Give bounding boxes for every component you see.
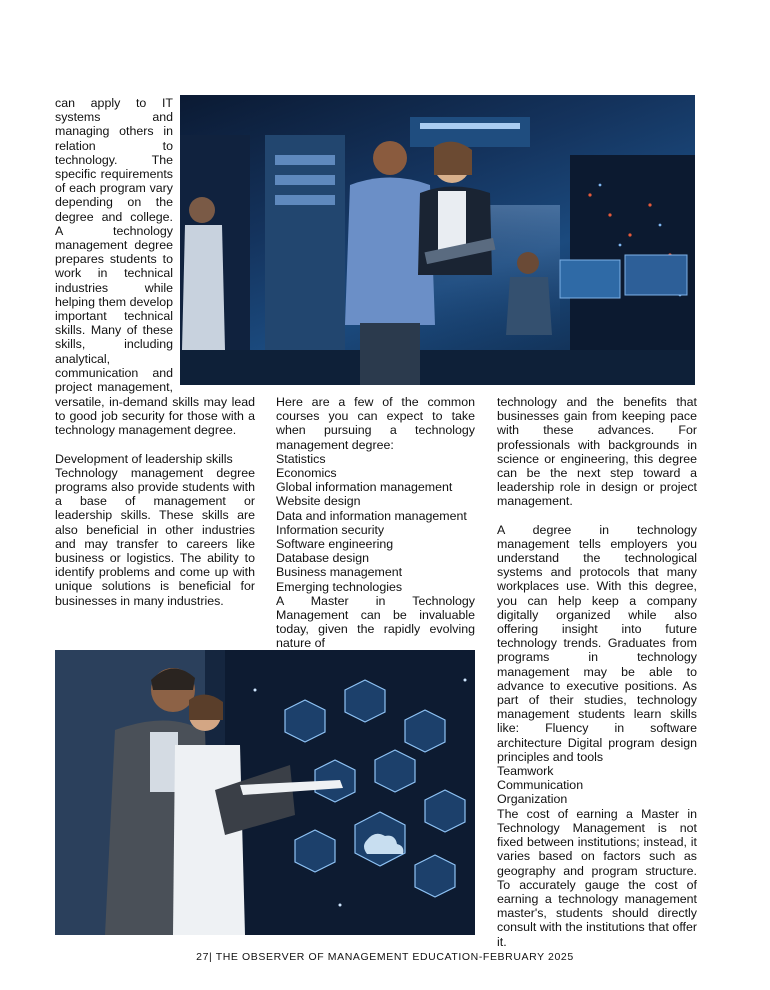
course-item: Database design <box>276 551 369 566</box>
column1-narrow-text <box>55 96 173 396</box>
course-item: Software engineering <box>276 537 394 552</box>
photo-engineers-hologram <box>55 650 475 935</box>
skill-item: Organization <box>497 792 568 807</box>
column1-wide-text <box>55 395 255 608</box>
course-item: Business management <box>276 565 403 580</box>
page-footer: 27| THE OBSERVER OF MANAGEMENT EDUCATION-FEBRUARY 2025 <box>196 951 574 963</box>
courses-intro: Here are a few of the common courses you can expect to take when pursuing a technology management degree: <box>276 395 475 452</box>
column3-paragraph-2: A degree in technology management tells employers you understand the technological systems and protocols that many workplaces use. With this degree, you can help keep a company digitally organized while also offering insight into future technology trends. Graduates from programs in technology management may be able to advance to executive positions. As part of their studies, technology management students learn skills like: Fluency in software architecture Digital program design principles and tools <box>497 522 697 764</box>
column3-text <box>497 395 697 949</box>
column1-paragraph-wrap-part: can apply to IT systems and managing others in relation to technology. The specific requirements of each program vary depending on the degree and college. A technology management degree prepares students to work in technical industries while helping them develop important technical skills. Many of these skills, including analytical, communication and project management, <box>55 96 173 395</box>
section-heading-leadership: Development of leadership skills <box>55 451 233 466</box>
course-item: Economics <box>276 466 337 481</box>
course-item: Website design <box>276 494 361 509</box>
photo-data-center-illustration <box>180 95 695 385</box>
column2-text <box>276 395 475 651</box>
column3-paragraph-1: technology and the benefits that businesses gain from keeping pace with these advances. For professionals with backgrounds in science or engineering, this degree can be the next step toward a leadership role in design or project management. <box>497 395 697 509</box>
photo-data-center-team <box>180 95 695 385</box>
column3-paragraph-3: The cost of earning a Master in Technology Management is not fixed between institutions; instead, it varies based on factors such as geography and program structure. To accurately gauge the cost of earning a technology management master's, students should directly consult with the institutions that offer it. <box>497 806 697 949</box>
column1-leadership-paragraph: Technology management degree programs also provide students with a base of management or leadership skills. These skills are also beneficial in other industries and may transfer to careers like business or logistics. The ability to identify problems and come up with unique solutions is beneficial for businesses in many industries. <box>55 465 255 608</box>
column1-paragraph-continuation: versatile, in-demand skills may lead to good job security for those with a technology management degree. <box>55 395 255 438</box>
master-value-paragraph: A Master in Technology Management can be invaluable today, given the rapidly evolving nature of <box>276 593 475 651</box>
skill-item: Teamwork <box>497 764 554 779</box>
skill-item: Communication <box>497 778 584 793</box>
course-list <box>276 452 475 594</box>
course-item: Emerging technologies <box>276 579 403 594</box>
photo-hologram-illustration <box>55 650 475 935</box>
course-item: Information security <box>276 522 385 537</box>
course-item: Statistics <box>276 451 326 466</box>
course-item: Global information management <box>276 480 453 495</box>
course-item: Data and information management <box>276 508 467 523</box>
